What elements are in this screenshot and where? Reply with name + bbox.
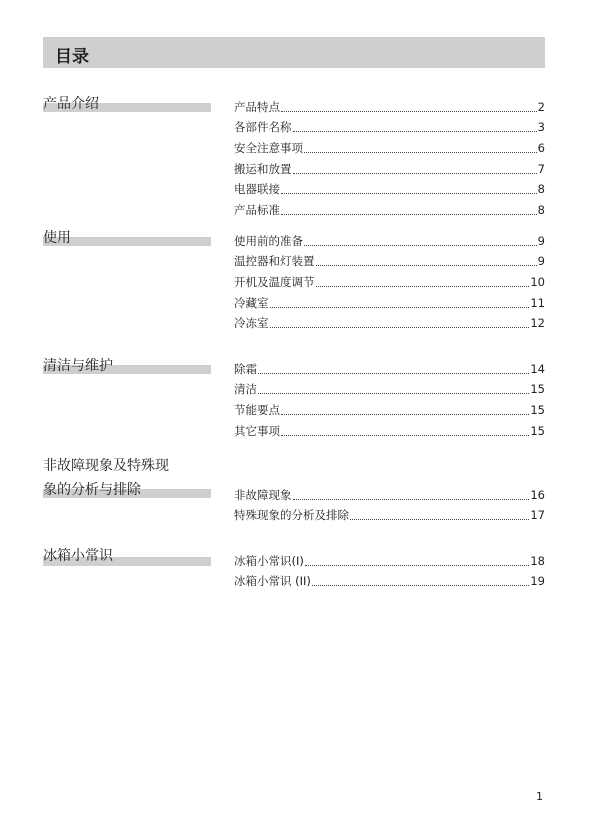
entry-page-number: 9	[537, 233, 545, 248]
entry-page-number: 9	[537, 254, 545, 269]
entry-page-number: 14	[530, 361, 545, 376]
entry-page-number: 15	[530, 403, 545, 418]
entry-page-number: 7	[537, 161, 545, 176]
section-heading: 使用	[43, 226, 211, 250]
toc-entry[interactable]: 清洁 15	[234, 382, 545, 397]
toc-entry[interactable]: 产品标准 8	[234, 203, 545, 218]
toc-entry[interactable]: 非故障现象 16	[234, 487, 545, 502]
toc-entry[interactable]: 冷藏室 11	[234, 295, 545, 310]
section-heading: 冰箱小常识	[43, 544, 211, 568]
toc-entry[interactable]: 冰箱小常识(I) 18	[234, 553, 545, 568]
entry-page-number: 15	[530, 382, 545, 397]
toc-entry[interactable]: 开机及温度调节 10	[234, 275, 545, 290]
toc-entry[interactable]: 安全注意事项 6	[234, 141, 545, 156]
entry-page-number: 2	[537, 99, 545, 114]
section-heading-line: 象的分析与排除	[43, 482, 141, 498]
toc-entry[interactable]: 冷冻室 12	[234, 316, 545, 331]
entry-page-number: 18	[530, 553, 545, 568]
entry-page-number: 15	[530, 423, 545, 438]
page-number: 1	[536, 790, 543, 803]
toc-entry[interactable]: 其它事项 15	[234, 423, 545, 438]
section-heading	[43, 454, 211, 502]
section-heading-line: 非故障现象及特殊现	[43, 458, 169, 474]
toc-entry[interactable]: 电器联接 8	[234, 182, 545, 197]
toc-entry[interactable]: 各部件名称 3	[234, 120, 545, 135]
toc-title-bar	[43, 37, 545, 68]
entry-page-number: 17	[530, 508, 545, 523]
entry-page-number: 12	[530, 316, 545, 331]
section-heading: 清洁与维护	[43, 354, 211, 378]
toc-entry[interactable]: 使用前的准备 9	[234, 233, 545, 248]
section-heading: 产品介绍	[43, 92, 211, 116]
toc-entry[interactable]: 温控器和灯装置 9	[234, 254, 545, 269]
toc-entry[interactable]: 产品特点 2	[234, 99, 545, 114]
entry-page-number: 16	[530, 487, 545, 502]
entry-page-number: 10	[530, 275, 545, 290]
entry-page-number: 6	[537, 141, 545, 156]
toc-entry[interactable]: 特殊现象的分析及排除 17	[234, 508, 545, 523]
page-title: 目录	[55, 47, 89, 67]
toc-entry[interactable]: 除霜 14	[234, 361, 545, 376]
entry-page-number: 8	[537, 182, 545, 197]
entry-page-number: 11	[530, 295, 545, 310]
toc-entry[interactable]: 搬运和放置 7	[234, 161, 545, 176]
toc-entry[interactable]: 冰箱小常识 (II) 19	[234, 574, 545, 589]
entry-page-number: 8	[537, 203, 545, 218]
entry-page-number: 19	[530, 574, 545, 589]
entry-page-number: 3	[537, 120, 545, 135]
toc-entry[interactable]: 节能要点 15	[234, 403, 545, 418]
